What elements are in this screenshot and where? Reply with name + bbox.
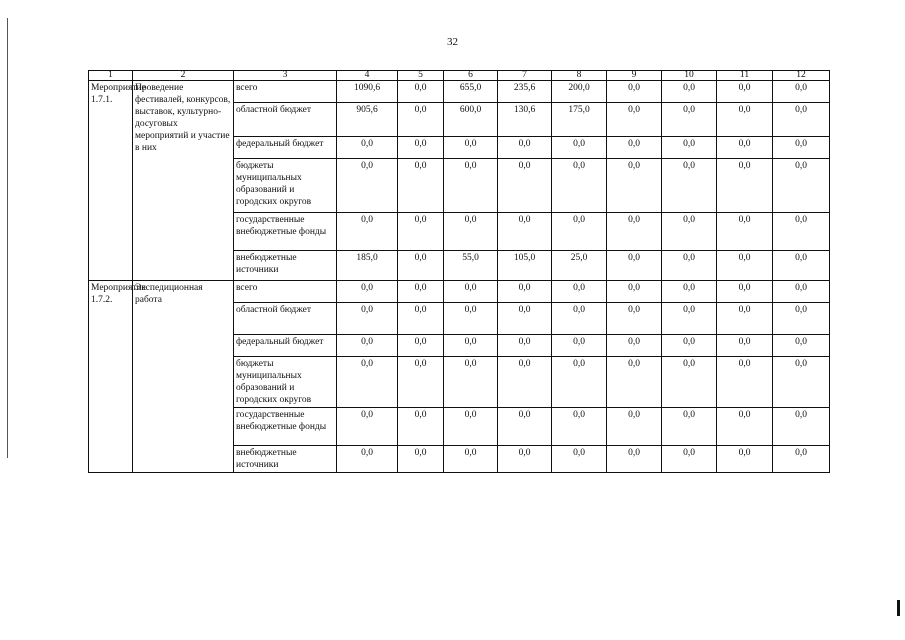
- column-number-header: 1: [89, 71, 133, 81]
- value-cell: 0,0: [773, 335, 830, 357]
- value-cell: 0,0: [498, 213, 552, 251]
- value-cell: 0,0: [607, 159, 662, 213]
- value-cell: 0,0: [444, 213, 498, 251]
- value-cell: 0,0: [498, 303, 552, 335]
- value-cell: 0,0: [552, 137, 607, 159]
- value-cell: 0,0: [398, 303, 444, 335]
- funding-source-cell: государственные внебюджетные фонды: [234, 408, 337, 446]
- event-name-cell: Экспедиционная работа: [133, 281, 234, 473]
- column-number-header: 8: [552, 71, 607, 81]
- column-number-header: 4: [337, 71, 398, 81]
- value-cell: 0,0: [337, 213, 398, 251]
- value-cell: 0,0: [337, 357, 398, 408]
- column-number-header: 12: [773, 71, 830, 81]
- value-cell: 0,0: [662, 335, 717, 357]
- value-cell: 600,0: [444, 103, 498, 137]
- value-cell: 0,0: [552, 446, 607, 473]
- value-cell: 0,0: [607, 81, 662, 103]
- value-cell: 0,0: [398, 446, 444, 473]
- funding-source-cell: федеральный бюджет: [234, 137, 337, 159]
- value-cell: 0,0: [337, 446, 398, 473]
- value-cell: 1090,6: [337, 81, 398, 103]
- value-cell: 0,0: [717, 446, 773, 473]
- value-cell: 0,0: [662, 303, 717, 335]
- funding-source-cell: внебюджетные источники: [234, 446, 337, 473]
- value-cell: 0,0: [444, 303, 498, 335]
- funding-source-cell: бюджеты муниципальных образований и городских округов: [234, 357, 337, 408]
- value-cell: 0,0: [607, 446, 662, 473]
- value-cell: 0,0: [498, 357, 552, 408]
- value-cell: 0,0: [498, 408, 552, 446]
- funding-source-cell: государственные внебюджетные фонды: [234, 213, 337, 251]
- funding-source-cell: областной бюджет: [234, 303, 337, 335]
- value-cell: 0,0: [444, 159, 498, 213]
- value-cell: 0,0: [662, 446, 717, 473]
- funding-source-cell: областной бюджет: [234, 103, 337, 137]
- value-cell: 0,0: [444, 335, 498, 357]
- value-cell: 0,0: [607, 213, 662, 251]
- value-cell: 0,0: [552, 213, 607, 251]
- value-cell: 0,0: [607, 137, 662, 159]
- value-cell: 0,0: [717, 251, 773, 281]
- column-number-header: 3: [234, 71, 337, 81]
- value-cell: 0,0: [398, 251, 444, 281]
- value-cell: 0,0: [773, 446, 830, 473]
- table-header-row: [89, 71, 830, 81]
- value-cell: 0,0: [398, 357, 444, 408]
- value-cell: 0,0: [773, 81, 830, 103]
- value-cell: 0,0: [773, 357, 830, 408]
- event-code-cell: Мероприятие 1.7.1.: [89, 81, 133, 281]
- value-cell: 0,0: [398, 408, 444, 446]
- value-cell: 0,0: [607, 103, 662, 137]
- funding-source-cell: всего: [234, 281, 337, 303]
- column-number-header: 10: [662, 71, 717, 81]
- value-cell: 0,0: [662, 159, 717, 213]
- page-number: 32: [447, 36, 458, 48]
- value-cell: 0,0: [398, 137, 444, 159]
- value-cell: 0,0: [552, 357, 607, 408]
- value-cell: 0,0: [552, 281, 607, 303]
- value-cell: 0,0: [717, 137, 773, 159]
- value-cell: 0,0: [552, 303, 607, 335]
- value-cell: 0,0: [337, 408, 398, 446]
- value-cell: 0,0: [662, 281, 717, 303]
- funding-source-cell: внебюджетные источники: [234, 251, 337, 281]
- value-cell: 0,0: [552, 335, 607, 357]
- value-cell: 0,0: [773, 103, 830, 137]
- table-row: [89, 81, 830, 103]
- value-cell: 0,0: [498, 137, 552, 159]
- funding-source-cell: всего: [234, 81, 337, 103]
- funding-source-cell: федеральный бюджет: [234, 335, 337, 357]
- value-cell: 0,0: [607, 251, 662, 281]
- value-cell: 0,0: [337, 281, 398, 303]
- value-cell: 25,0: [552, 251, 607, 281]
- value-cell: 0,0: [398, 335, 444, 357]
- value-cell: 0,0: [773, 137, 830, 159]
- value-cell: 0,0: [607, 303, 662, 335]
- value-cell: 0,0: [398, 213, 444, 251]
- value-cell: 0,0: [717, 281, 773, 303]
- value-cell: 55,0: [444, 251, 498, 281]
- value-cell: 0,0: [498, 281, 552, 303]
- value-cell: 200,0: [552, 81, 607, 103]
- value-cell: 0,0: [607, 335, 662, 357]
- value-cell: 0,0: [773, 408, 830, 446]
- value-cell: 0,0: [337, 303, 398, 335]
- value-cell: 0,0: [444, 408, 498, 446]
- column-number-header: 7: [498, 71, 552, 81]
- value-cell: 0,0: [498, 446, 552, 473]
- value-cell: 0,0: [444, 357, 498, 408]
- event-name-cell: Проведение фестивалей, конкурсов, выставок, культурно-досуговых мероприятий и участие в них: [133, 81, 234, 281]
- value-cell: 0,0: [773, 251, 830, 281]
- value-cell: 0,0: [607, 281, 662, 303]
- scan-edge-mark: [897, 600, 900, 616]
- value-cell: 0,0: [398, 159, 444, 213]
- value-cell: 0,0: [717, 213, 773, 251]
- scan-margin-line: [7, 18, 8, 458]
- value-cell: 655,0: [444, 81, 498, 103]
- value-cell: 0,0: [662, 103, 717, 137]
- value-cell: 0,0: [717, 159, 773, 213]
- value-cell: 0,0: [773, 303, 830, 335]
- value-cell: 130,6: [498, 103, 552, 137]
- value-cell: 0,0: [607, 408, 662, 446]
- value-cell: 0,0: [398, 103, 444, 137]
- value-cell: 0,0: [337, 335, 398, 357]
- value-cell: 0,0: [552, 159, 607, 213]
- column-number-header: 2: [133, 71, 234, 81]
- value-cell: 0,0: [662, 81, 717, 103]
- value-cell: 0,0: [773, 159, 830, 213]
- table-row: [89, 281, 830, 303]
- value-cell: 0,0: [717, 103, 773, 137]
- value-cell: 175,0: [552, 103, 607, 137]
- column-number-header: 9: [607, 71, 662, 81]
- value-cell: 0,0: [552, 408, 607, 446]
- value-cell: 0,0: [662, 137, 717, 159]
- value-cell: 0,0: [717, 335, 773, 357]
- value-cell: 185,0: [337, 251, 398, 281]
- budget-table: [88, 70, 830, 473]
- value-cell: 105,0: [498, 251, 552, 281]
- value-cell: 0,0: [337, 159, 398, 213]
- value-cell: 0,0: [444, 281, 498, 303]
- column-number-header: 6: [444, 71, 498, 81]
- value-cell: 0,0: [444, 137, 498, 159]
- value-cell: 0,0: [717, 81, 773, 103]
- value-cell: 0,0: [337, 137, 398, 159]
- value-cell: 0,0: [498, 335, 552, 357]
- column-number-header: 11: [717, 71, 773, 81]
- value-cell: 0,0: [773, 213, 830, 251]
- column-number-header: 5: [398, 71, 444, 81]
- value-cell: 235,6: [498, 81, 552, 103]
- value-cell: 0,0: [662, 251, 717, 281]
- value-cell: 905,6: [337, 103, 398, 137]
- value-cell: 0,0: [607, 357, 662, 408]
- value-cell: 0,0: [662, 408, 717, 446]
- value-cell: 0,0: [717, 303, 773, 335]
- value-cell: 0,0: [717, 357, 773, 408]
- value-cell: 0,0: [717, 408, 773, 446]
- value-cell: 0,0: [398, 281, 444, 303]
- funding-source-cell: бюджеты муниципальных образований и городских округов: [234, 159, 337, 213]
- value-cell: 0,0: [662, 357, 717, 408]
- value-cell: 0,0: [498, 159, 552, 213]
- value-cell: 0,0: [773, 281, 830, 303]
- value-cell: 0,0: [398, 81, 444, 103]
- value-cell: 0,0: [444, 446, 498, 473]
- event-code-cell: Мероприятие 1.7.2.: [89, 281, 133, 473]
- value-cell: 0,0: [662, 213, 717, 251]
